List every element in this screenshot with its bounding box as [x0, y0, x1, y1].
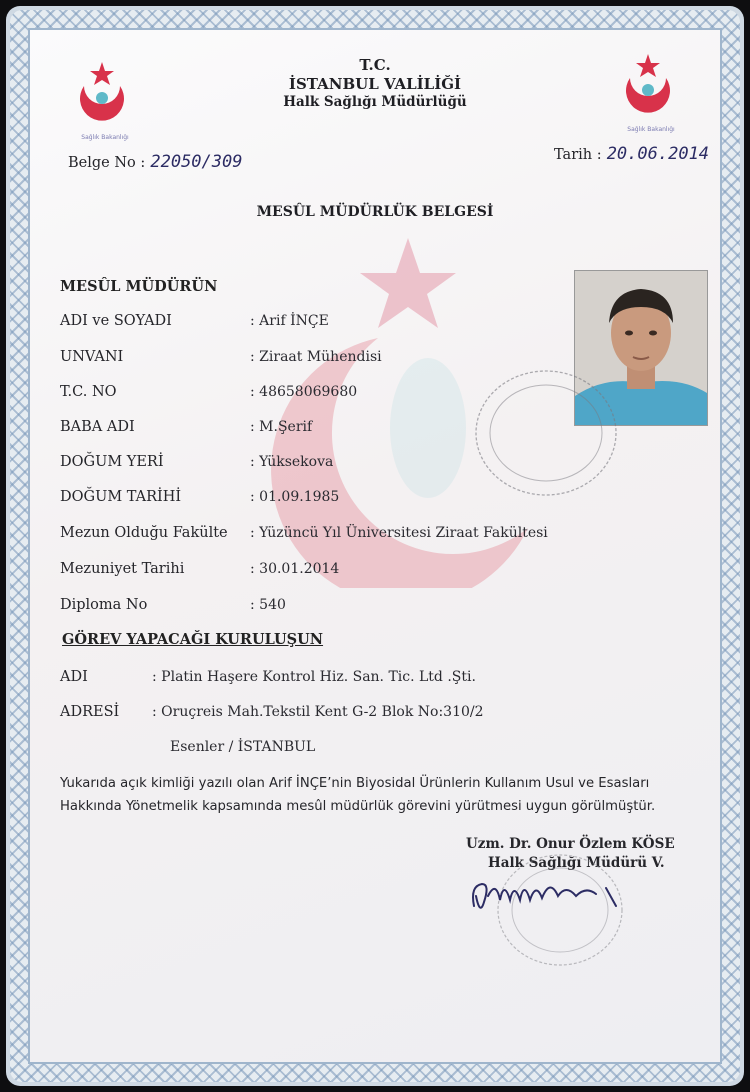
certificate-frame: [6, 6, 744, 1086]
certificate-paper: [28, 28, 722, 1064]
approval-text-line1: Yukarıda açık kimliği yazılı olan Arif İNÇE’nin Biyosidal Ürünlerin Kullanım Usul ve Esasları: [60, 776, 650, 791]
field-label: Mezuniyet Tarihi: [60, 561, 185, 577]
organization-name-label: ADI: [60, 669, 88, 685]
field-label: UNVANI: [60, 349, 124, 365]
field-label: BABA ADI: [60, 419, 135, 435]
document-number: [68, 152, 242, 172]
logo-label-left: Sağlık Bakanlığı: [81, 134, 129, 141]
document-number-label: Belge No :: [68, 155, 146, 171]
field-label: ADI ve SOYADI: [60, 313, 172, 329]
document-date: [554, 144, 709, 164]
field-value: : M.Şerif: [250, 419, 313, 435]
organization-name-value: : Platin Haşere Kontrol Hiz. San. Tic. Ltd .Şti.: [152, 669, 476, 685]
field-value: : Yüksekova: [250, 454, 334, 470]
field-value: : 30.01.2014: [250, 561, 340, 577]
signatory-name: Uzm. Dr. Onur Özlem KÖSE: [466, 836, 675, 852]
organization-address-value: : Oruçreis Mah.Tekstil Kent G-2 Blok No:310/2: [152, 704, 484, 720]
organization-heading: GÖREV YAPACAĞI KURULUŞUN: [62, 631, 324, 648]
field-value: : Yüzüncü Yıl Üniversitesi Ziraat Fakültesi: [250, 525, 548, 541]
header-tc: T.C.: [359, 56, 391, 74]
field-value: : Ziraat Mühendisi: [250, 349, 382, 365]
certificate-title: MESÛL MÜDÜRLÜK BELGESİ: [256, 204, 494, 220]
document-date-value: 20.06.2014: [606, 144, 710, 164]
field-label: DOĞUM YERİ: [60, 454, 164, 470]
organization-address-city: Esenler / İSTANBUL: [170, 739, 316, 755]
field-label: Mezun Olduğu Fakülte: [60, 525, 228, 541]
header-governorship: İSTANBUL VALİLİĞİ: [288, 75, 462, 93]
official-stamp-icon: [466, 358, 626, 508]
signatory-title: Halk Sağlığı Müdürü V.: [488, 855, 665, 871]
field-value: : Arif İNÇE: [250, 313, 329, 329]
header-directorate: Halk Sağlığı Müdürlüğü: [283, 94, 467, 110]
field-value: : 540: [250, 597, 286, 613]
field-label: DOĞUM TARİHİ: [60, 489, 182, 505]
responsible-manager-heading: MESÛL MÜDÜRÜN: [60, 278, 218, 295]
organization-address-label: ADRESİ: [60, 704, 120, 720]
document-number-value: 22050/309: [150, 152, 243, 172]
field-label: T.C. NO: [60, 384, 117, 400]
approval-text-line2: Hakkında Yönetmelik kapsamında mesûl müdürlük görevini yürütmesi uygun görülmüştür.: [60, 799, 656, 814]
handwritten-signature-icon: [466, 866, 656, 926]
field-label: Diploma No: [60, 597, 148, 613]
document-date-label: Tarih :: [554, 147, 602, 163]
field-value: : 48658069680: [250, 384, 358, 400]
logo-label-right: Sağlık Bakanlığı: [627, 126, 675, 133]
field-value: : 01.09.1985: [250, 489, 340, 505]
